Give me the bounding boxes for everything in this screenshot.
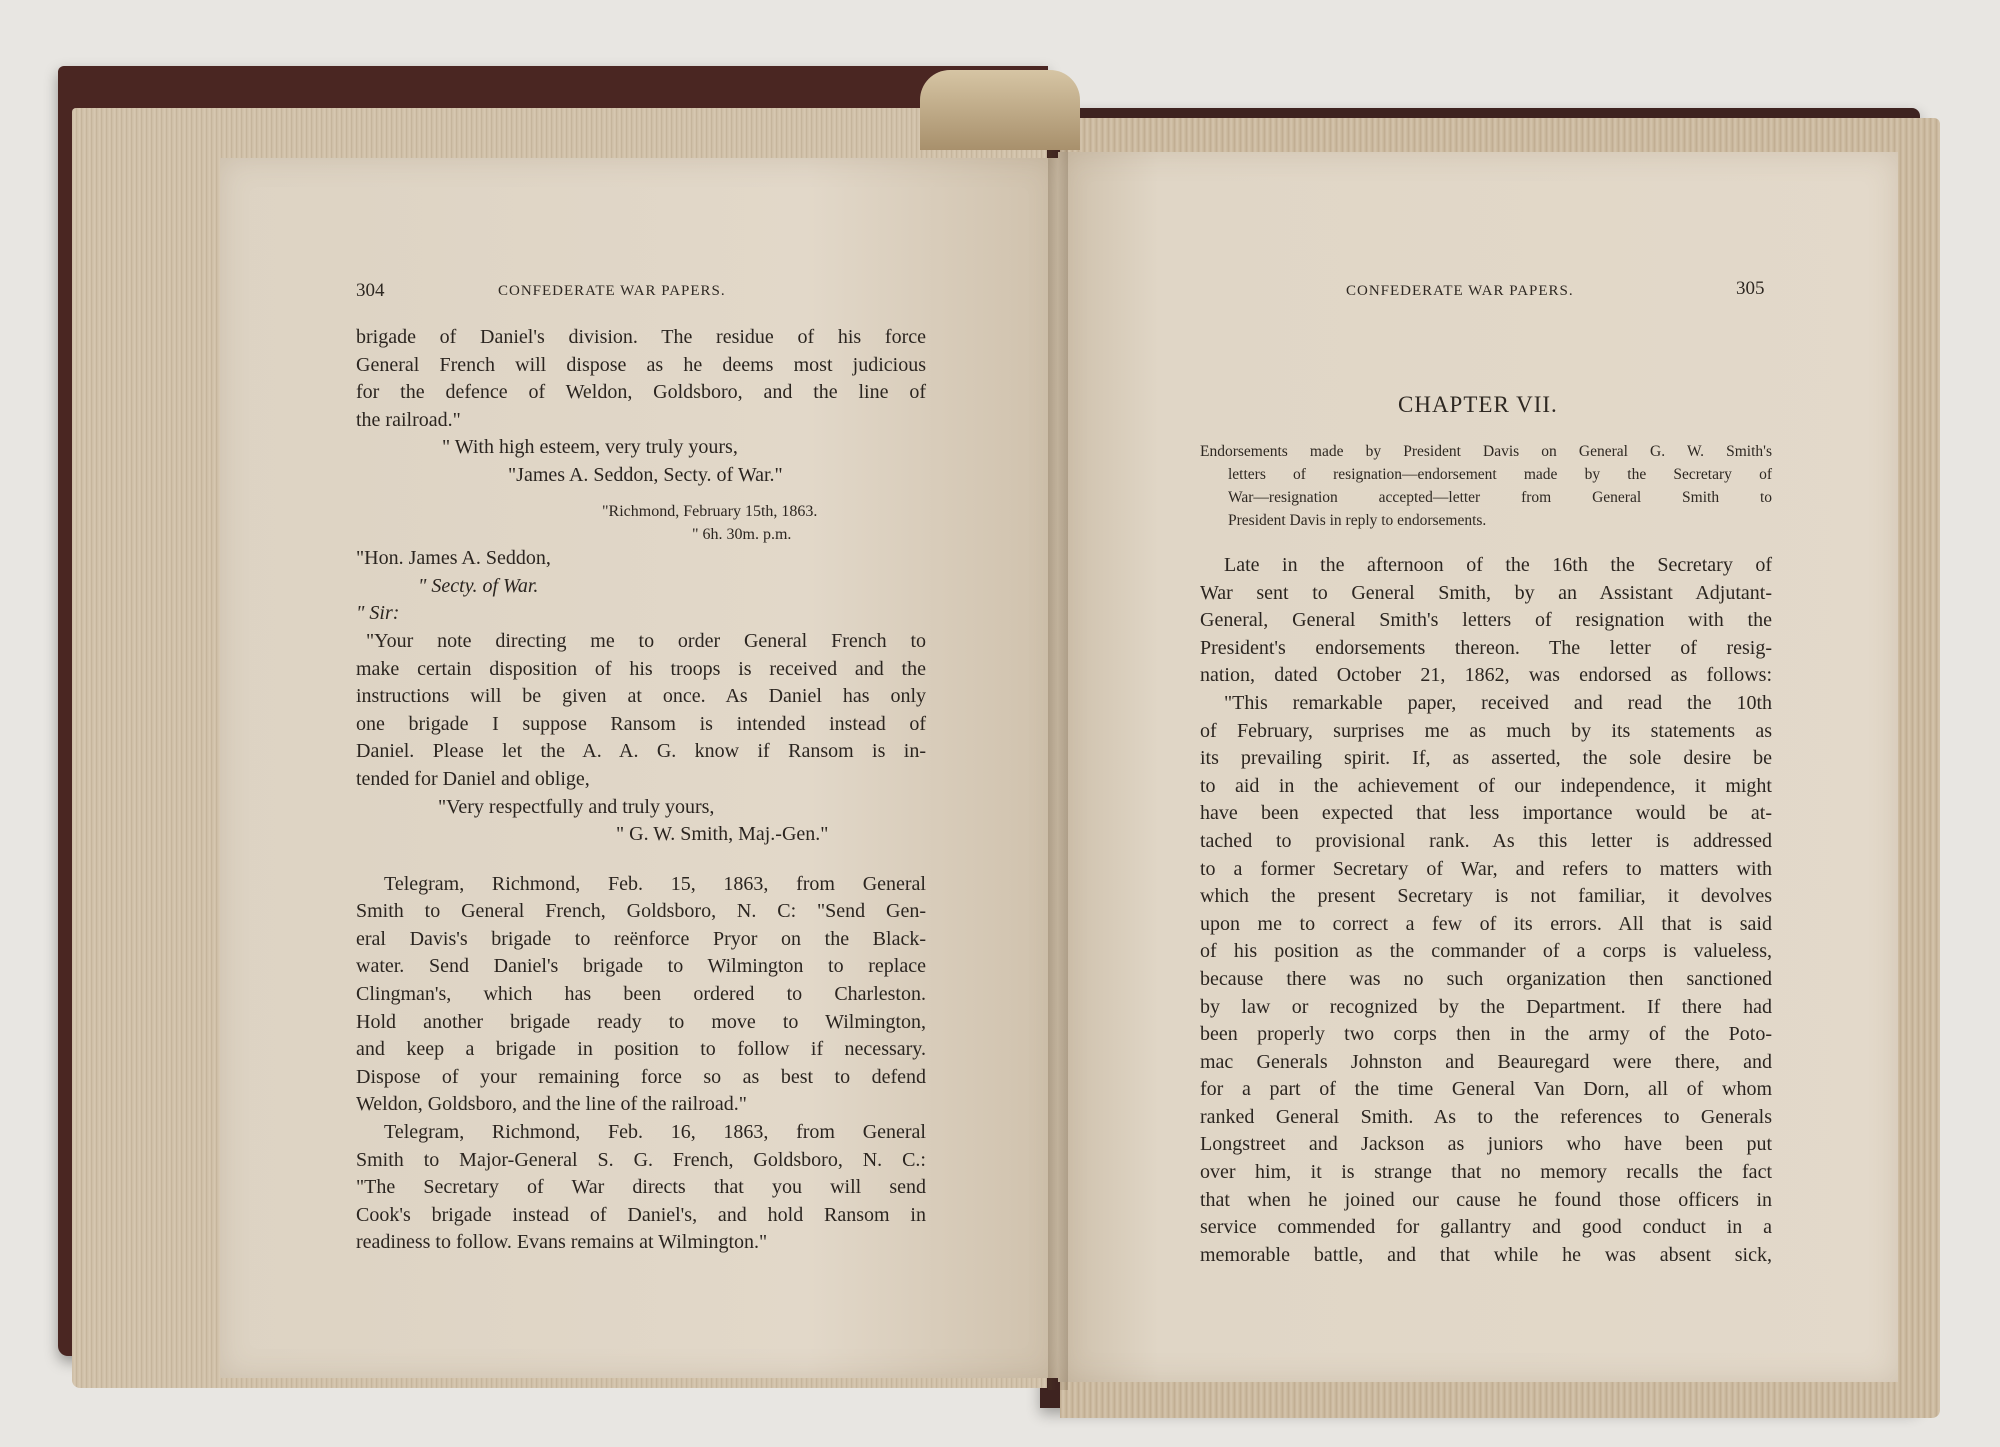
text-line: service commended for gallantry and good conduct in a (1200, 1216, 1772, 1239)
text-line: Hold another brigade ready to move to Wilmington, (356, 1010, 926, 1033)
text-line: instructions will be given at once. As Daniel has only (356, 685, 926, 708)
text-line: one brigade I suppose Ransom is intended instead of (356, 712, 926, 735)
text-line: of February, surprises me as much by its statements as (1200, 719, 1772, 742)
text-line: by law or recognized by the Department. If there had (1200, 995, 1772, 1018)
text-line: nation, dated October 21, 1862, was endorsed as follows: (1200, 664, 1772, 687)
text-line: readiness to follow. Evans remains at Wilmington." (356, 1231, 768, 1254)
text-line: Late in the afternoon of the 16th the Secretary of (1224, 554, 1772, 576)
text-line: because there was no such organization then sanctioned (1200, 967, 1772, 990)
text-line: " With high esteem, very truly yours, (442, 436, 738, 459)
summary-line: letters of resignation—endorsement made by the Secretary of (1228, 466, 1772, 483)
text-line: Smith to Major-General S. G. French, Goldsboro, N. C.: (356, 1148, 926, 1171)
signature-line: "James A. Seddon, Secty. of War." (508, 463, 783, 486)
text-line: memorable battle, and that while he was absent sick, (1200, 1243, 1772, 1266)
text-line: tached to provisional rank. As this letter is addressed (1200, 829, 1772, 852)
text-line: its prevailing spirit. If, as asserted, the sole desire be (1200, 747, 1772, 770)
left-page-text (356, 324, 926, 1257)
address-line: "Hon. James A. Seddon, (356, 547, 551, 570)
text-line: Clingman's, which has been ordered to Charleston. (356, 983, 926, 1006)
text-line: War sent to General Smith, by an Assistant Adjutant- (1200, 581, 1772, 604)
dateline-time: " 6h. 30m. p.m. (692, 526, 792, 544)
summary-line: War—resignation accepted—letter from General Smith to (1228, 489, 1772, 506)
text-line: Telegram, Richmond, Feb. 15, 1863, from General (384, 872, 926, 895)
text-line: and keep a brigade in position to follow if necessary. (356, 1038, 926, 1061)
text-line: of his position as the commander of a corps is valueless, (1200, 940, 1772, 963)
salutation: " Sir: (356, 602, 400, 625)
text-line: been properly two corps then in the army of the Poto- (1200, 1023, 1772, 1046)
address-line: " Secty. of War. (418, 574, 539, 597)
chapter-title: CHAPTER VII. (1398, 392, 1558, 417)
text-line: Cook's brigade instead of Daniel's, and hold Ransom in (356, 1203, 926, 1226)
spine-headband (920, 70, 1080, 150)
text-line: eral Davis's brigade to reënforce Pryor on the Black- (356, 927, 926, 950)
text-line: for a part of the time General Van Dorn, all of whom (1200, 1078, 1772, 1101)
text-line: General French will dispose as he deems most judicious (356, 353, 926, 376)
text-line: for the defence of Weldon, Goldsboro, and the line of (356, 381, 926, 404)
text-line: Smith to General French, Goldsboro, N. C: "Send Gen- (356, 900, 926, 923)
text-line: "The Secretary of War directs that you will send (356, 1176, 926, 1199)
text-line: upon me to correct a few of its errors. All that is said (1200, 912, 1772, 935)
text-line: ranked General Smith. As to the references to Generals (1200, 1105, 1772, 1128)
right-page-text (1200, 552, 1772, 1269)
text-line: which the present Secretary is not familiar, it devolves (1200, 885, 1772, 908)
dateline: "Richmond, February 15th, 1863. (602, 502, 818, 520)
text-line: President's endorsements thereon. The letter of resig- (1200, 636, 1772, 659)
text-line: brigade of Daniel's division. The residue of his force (356, 326, 926, 348)
text-line: General, General Smith's letters of resignation with the (1200, 609, 1772, 632)
text-line: tended for Daniel and oblige, (356, 767, 590, 790)
text-line: make certain disposition of his troops is received and the (356, 657, 926, 680)
text-line: over him, it is strange that no memory recalls the fact (1200, 1161, 1772, 1184)
text-line: "Your note directing me to order General French to (366, 629, 926, 652)
summary-line: President Davis in reply to endorsements. (1228, 512, 1487, 529)
text-line: the railroad." (356, 408, 461, 431)
book-gutter (1048, 150, 1068, 1390)
signature-line: " G. W. Smith, Maj.-Gen." (616, 823, 829, 846)
text-line: to a former Secretary of War, and refers to matters with (1200, 857, 1772, 880)
text-line: water. Send Daniel's brigade to Wilmington to replace (356, 955, 926, 978)
text-line: Daniel. Please let the A. A. G. know if Ransom is in- (356, 740, 926, 763)
text-line: have been expected that less importance would be at- (1200, 802, 1772, 825)
text-line: to aid in the achievement of our independence, it might (1200, 774, 1772, 797)
chapter-summary (1200, 440, 1772, 532)
text-line: Dispose of your remaining force so as best to defend (356, 1065, 926, 1088)
summary-line: Endorsements made by President Davis on General G. W. Smith's (1200, 443, 1772, 460)
text-line: mac Generals Johnston and Beauregard were there, and (1200, 1050, 1772, 1073)
text-line: "Very respectfully and truly yours, (438, 795, 715, 818)
left-page-number: 304 (356, 280, 385, 301)
right-running-head: CONFEDERATE WAR PAPERS. (1346, 283, 1574, 299)
text-line: Weldon, Goldsboro, and the line of the railroad." (356, 1093, 747, 1116)
text-line: "This remarkable paper, received and read the 10th (1224, 691, 1772, 714)
text-line: that when he joined our cause he found those officers in (1200, 1188, 1772, 1211)
text-line: Telegram, Richmond, Feb. 16, 1863, from General (384, 1121, 926, 1144)
left-running-head: CONFEDERATE WAR PAPERS. (498, 283, 726, 299)
right-page-number: 305 (1736, 278, 1765, 299)
text-line: Longstreet and Jackson as juniors who have been put (1200, 1133, 1772, 1156)
